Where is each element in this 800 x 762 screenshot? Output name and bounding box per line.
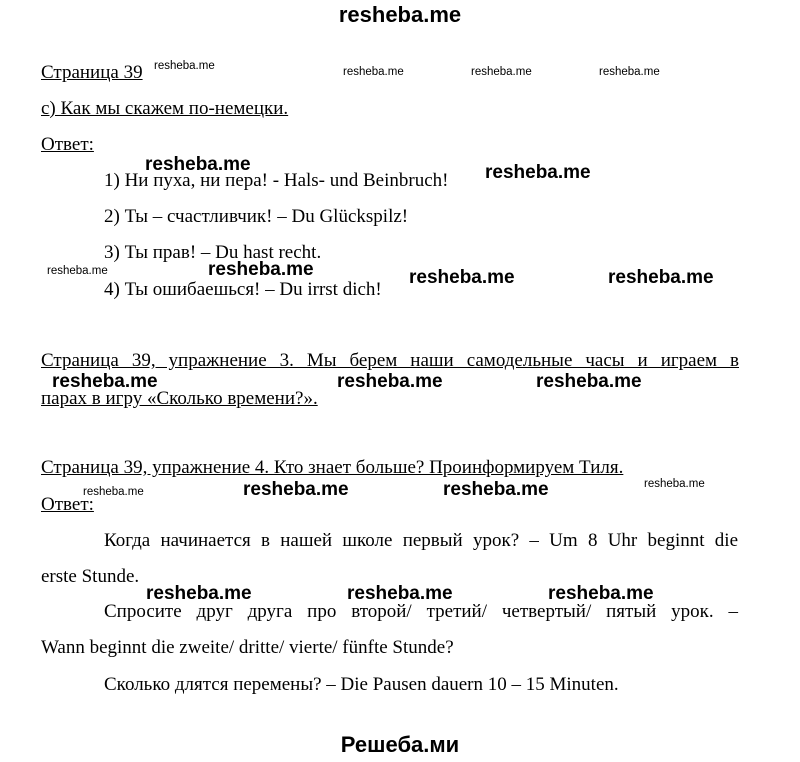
- watermark-large: resheba.me: [536, 371, 642, 392]
- section3-paragraph-1-line-1: Когда начинается в нашей школе первый урок? – Um 8 Uhr beginnt die: [104, 530, 738, 551]
- watermark-large: resheba.me: [337, 371, 443, 392]
- site-brand-footer[interactable]: Решеба.ми: [340, 732, 460, 757]
- watermark-large: resheba.me: [409, 267, 515, 288]
- section3-paragraph-2-line-2: Wann beginnt die zweite/ dritte/ vierte/ fünfte Stunde?: [41, 637, 454, 658]
- watermark-large: resheba.me: [548, 583, 654, 604]
- watermark-small: resheba.me: [471, 66, 532, 78]
- watermark-small: resheba.me: [343, 66, 404, 78]
- section1-heading-watermark: resheba.me: [154, 60, 215, 72]
- section3-paragraph-1-line-2: erste Stunde.: [41, 566, 140, 587]
- watermark-small: resheba.me: [83, 486, 144, 498]
- watermark-large: resheba.me: [208, 259, 314, 280]
- watermark-small: resheba.me: [47, 265, 108, 277]
- section2-line-1: Страница 39, упражнение 3. Мы берем наши самодельные часы и играем в: [41, 350, 739, 371]
- answer-item-2: 2) Ты – счастливчик! – Du Glückspilz!: [104, 206, 409, 227]
- watermark-large: resheba.me: [608, 267, 714, 288]
- answer-item-1: 1) Ни пуха, ни пера! - Hals- und Beinbruch!: [104, 170, 449, 191]
- section2-line-2: парах в игру «Сколько времени?».: [41, 388, 318, 409]
- answer-item-3: 3) Ты прав! – Du hast recht.: [104, 242, 322, 263]
- section3-heading: Страница 39, упражнение 4. Кто знает больше? Проинформируем Тиля.: [41, 457, 624, 478]
- watermark-large: resheba.me: [485, 162, 591, 183]
- watermark-large: resheba.me: [443, 479, 549, 500]
- watermark-large: resheba.me: [52, 371, 158, 392]
- section1-task: с) Как мы скажем по-немецки.: [41, 98, 289, 119]
- watermark-large: resheba.me: [347, 583, 453, 604]
- section3-paragraph-2-line-1: Спросите друг друга про второй/ третий/ четвертый/ пятый урок. –: [104, 601, 738, 622]
- site-brand-header[interactable]: resheba.me: [338, 2, 462, 27]
- watermark-large: resheba.me: [146, 583, 252, 604]
- watermark-large: resheba.me: [145, 154, 251, 175]
- watermark-small: resheba.me: [599, 66, 660, 78]
- section3-paragraph-3: Сколько длятся перемены? – Die Pausen dauern 10 – 15 Minuten.: [104, 674, 619, 695]
- section1-answer-label: Ответ:: [41, 134, 94, 155]
- watermark-large: resheba.me: [243, 479, 349, 500]
- section3-answer-label: Ответ:: [41, 494, 94, 515]
- watermark-small: resheba.me: [644, 478, 705, 490]
- answer-item-4: 4) Ты ошибаешься! – Du irrst dich!: [104, 279, 382, 300]
- section1-heading: Страница 39: [41, 62, 143, 83]
